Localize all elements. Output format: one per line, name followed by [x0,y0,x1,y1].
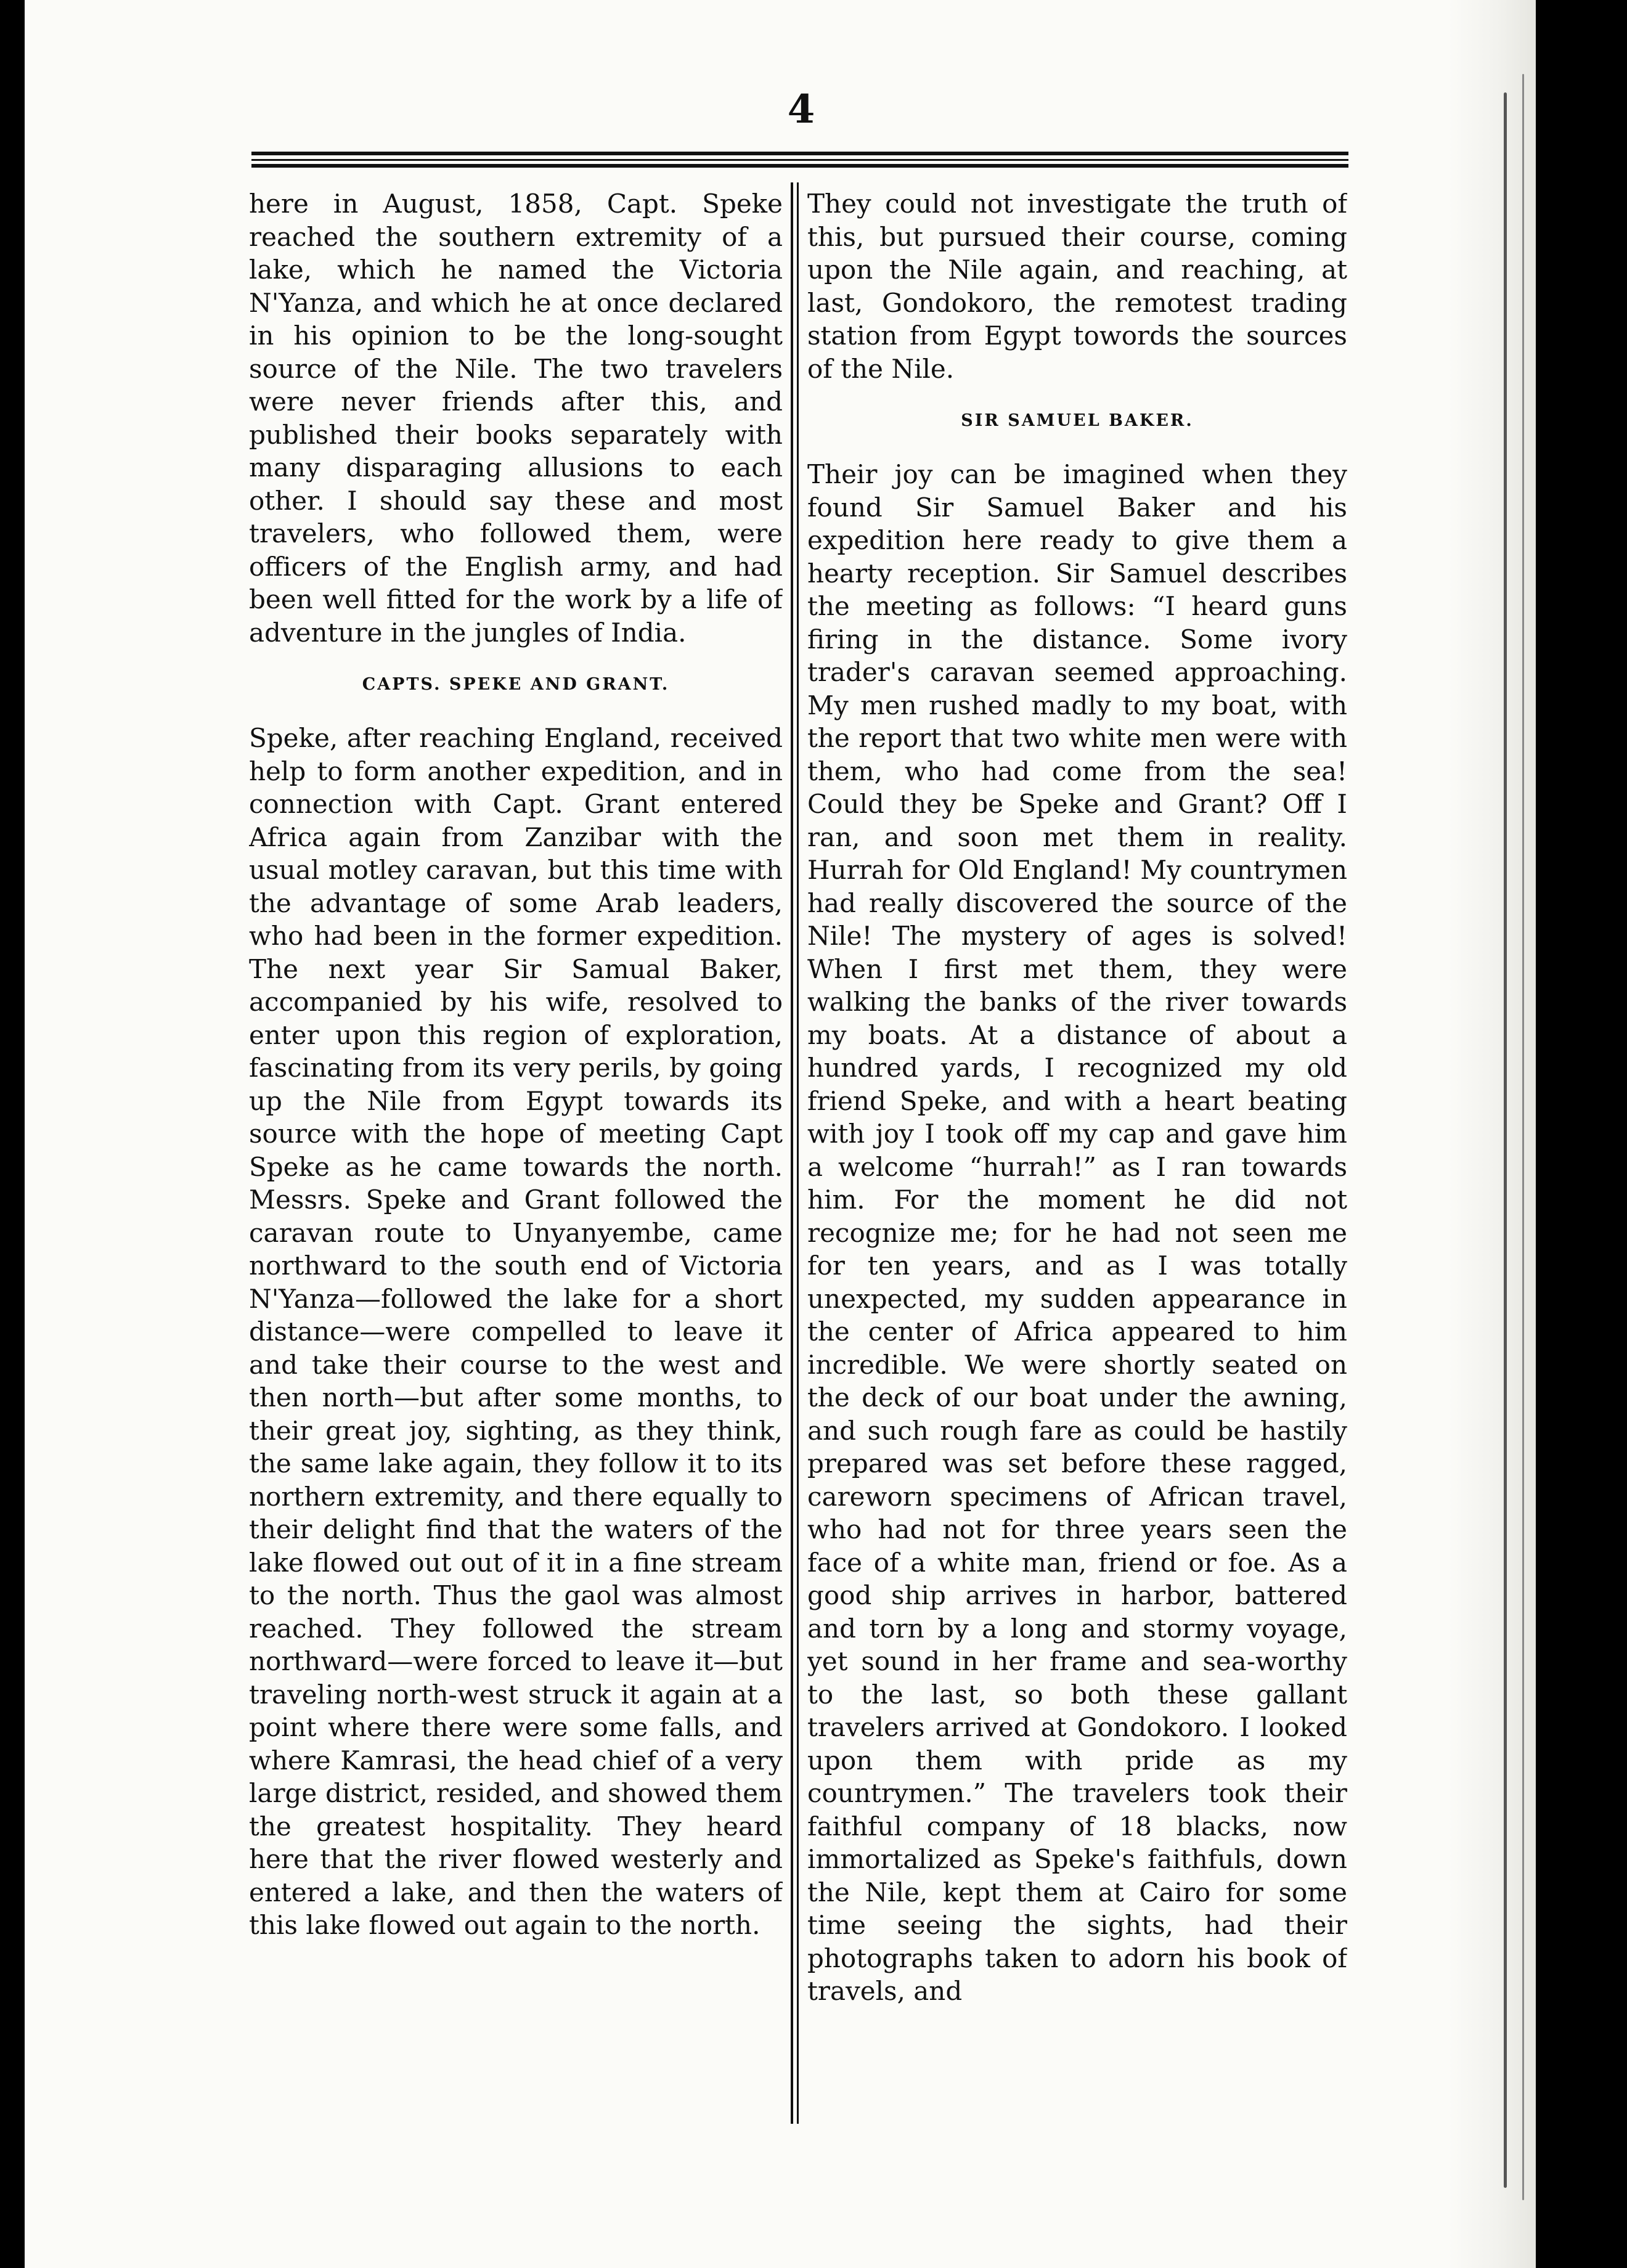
column-divider-second-line [797,182,799,2124]
spine-binding-line [1504,92,1507,2188]
page-number: 4 [787,86,815,133]
section-heading-speke-grant: CAPTS. SPEKE AND GRANT. [362,675,670,694]
right-paragraph-baker-meeting: Their joy can be imagined when they found Sir Samuel Baker and his expedition here ready to give them a hearty reception. Sir Samuel describes the meeting as follows: “I heard guns firing in the distance. Some ivory trader's caravan seemed approaching. My men rushed madly to my boat, with the report that two white men were with them, who had come from the sea! Could they be Speke and Grant? Off I ran, and soon met them in reality. Hurrah for Old England! My countrymen had really discovered the source of the Nile! The mystery of ages is solved! When I first met them, they were walking the banks of the river towards my boats. At a distance of about a hundred yards, I recognized my old friend Speke, and with a heart beating with joy I took off my cap and gave him a welcome “hurrah!” as I ran towards him. For the moment he did not recognize me; for he had not seen me for ten years, and as I was totally unexpected, my sudden appearance in the center of Africa appeared to him incredible. We were shortly seated on the deck of our boat under the awning, and such rough fare as could be hastily prepared was set before these ragged, careworn specimens of African travel, who had not for three years seen the face of a white man, friend or foe. As a good ship arrives in harbor, battered and torn by a long and stormy voyage, yet sound in her frame and sea-worthy to the last, so both these gallant travelers arrived at Gondokoro. I looked upon them with pride as my countrymen.” The travelers took their faithful company of 18 blacks, now immortalized as Speke's faithfuls, down the Nile, kept them at Cairo for some time seeing the sights, had their photographs taken to adorn his book of travels, and [807,459,1347,2006]
header-rule-bottom [251,164,1348,168]
left-column [249,187,783,2129]
spine-binding-line-outer [1522,74,1524,2200]
header-rule-top [251,152,1348,155]
header-rule-middle [251,159,1348,161]
section-heading-samuel-baker: SIR SAMUEL BAKER. [961,411,1194,430]
left-paragraph-continued: here in August, 1858, Capt. Speke reached the southern extremity of a lake, which he named the Victoria N'Yanza, and which he at once declared in his opinion to be the long-sought source of the Nile. The two travelers were never friends after this, and published their books separately with many disparaging allusions to each other. I should say these and most travelers, who followed them, were officers of the English army, and had been well fitted for the work by a life of adventure in the jungles of India. [249,189,783,648]
right-column [807,187,1347,2129]
right-paragraph-gondokoro: They could not investigate the truth of this, but pursued their course, coming upon the Nile again, and reaching, at last, Gondokoro, the remotest trading station from Egypt towords the sources of the Nile. [807,189,1347,384]
left-paragraph-speke: Speke, after reaching England, received help to form another expedition, and in connection with Capt. Grant entered Africa again from Zanzibar with the usual motley caravan, but this time with the advantage of some Arab leaders, who had been in the former expedition. The next year Sir Samual Baker, accompanied by his wife, resolved to enter upon this region of exploration, fascinating from its very perils, by going up the Nile from Egypt towards its source with the hope of meeting Capt Speke as he came towards the north. Messrs. Speke and Grant followed the caravan route to Unyanyembe, came northward to the south end of Victoria N'Yanza—followed the lake for a short distance—were compelled to leave it and take their course to the west and then north—but after some months, to their great joy, sighting, as they think, the same lake again, they follow it to its northern extremity, and there equally to their delight find that the waters of the lake flowed out out of it in a fine stream to the north. Thus the gaol was almost reached. They followed the stream northward—were forced to leave it—but traveling north-west struck it again at a point where there were some falls, and where Kamrasi, the head chief of a very large district, resided, and showed them the greatest hospitality. They heard here that the river flowed westerly and entered a lake, and then the waters of this lake flowed out again to the north. [249,723,783,1940]
column-divider [791,182,793,2124]
